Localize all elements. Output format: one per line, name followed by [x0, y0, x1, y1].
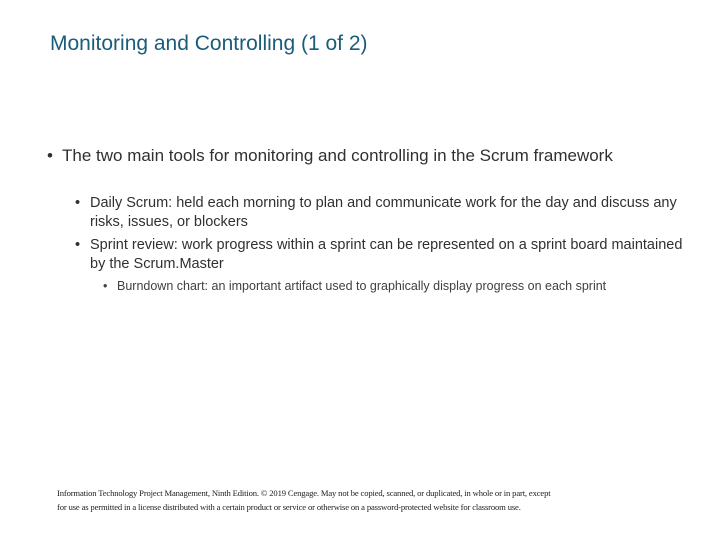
- bullet-burndown-chart: [103, 278, 687, 294]
- bullet-main-tools: [47, 145, 682, 167]
- bullet-marker: •: [103, 279, 108, 293]
- bullet-text: Burndown chart: an important artifact used to graphically display progress on each sprint: [117, 279, 607, 293]
- bullet-text: The two main tools for monitoring and controlling in the Scrum framework: [62, 146, 613, 165]
- bullet-marker: •: [47, 146, 53, 165]
- bullet-text: Sprint review: work progress within a sprint can be represented on a sprint board maintained by the Scrum.Master: [90, 237, 683, 272]
- footer-line: Information Technology Project Management, Ninth Edition. © 2019 Cengage. May not be copied, scanned, or duplicated, in whole or in part, except: [57, 488, 551, 498]
- bullet-daily-scrum: [75, 194, 690, 232]
- bullet-sprint-review: [75, 236, 690, 274]
- slide-title: Monitoring and Controlling (1 of 2): [50, 32, 368, 55]
- bullet-text: Daily Scrum: held each morning to plan and communicate work for the day and discuss any risks, issues, or blockers: [90, 195, 677, 230]
- footer-line: for use as permitted in a license distributed with a certain product or service or otherwise on a password-protected website for classroom use.: [57, 501, 521, 512]
- bullet-marker: •: [75, 237, 81, 253]
- copyright-footer: [57, 487, 677, 514]
- bullet-marker: •: [75, 195, 81, 211]
